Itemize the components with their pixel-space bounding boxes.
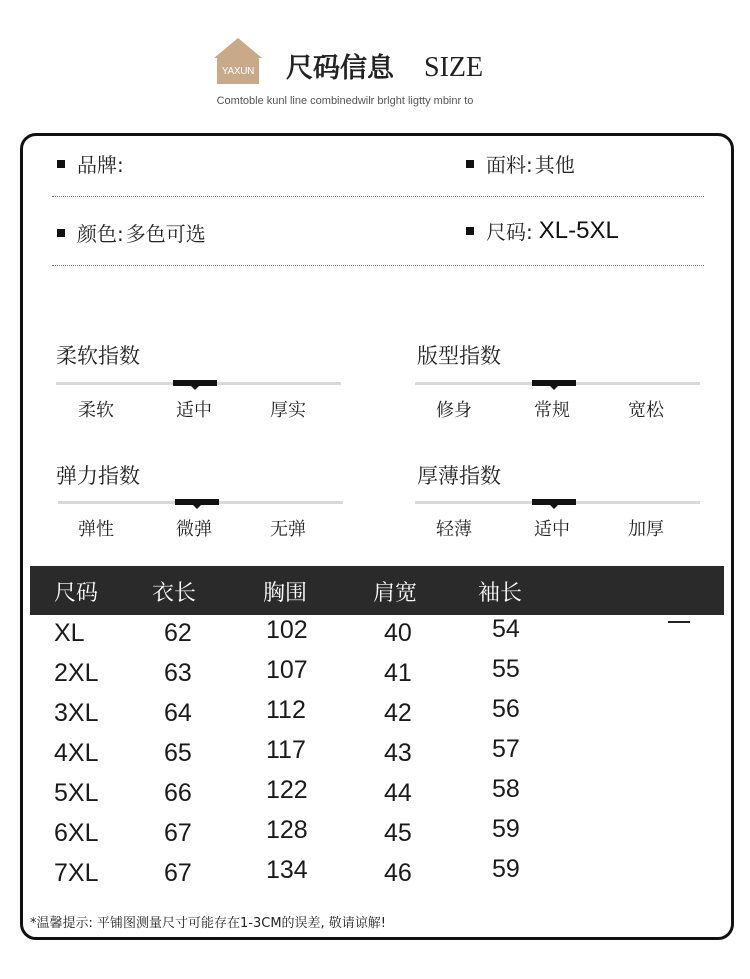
- table-cell: 45: [384, 819, 412, 847]
- elasticity-marker: [175, 499, 219, 505]
- softness-option: 厚实: [270, 400, 306, 421]
- square-bullet-icon: [466, 227, 474, 235]
- softness-index-title: 柔软指数: [56, 344, 140, 368]
- fabric-label: 面料:: [486, 153, 533, 177]
- table-cell: 55: [492, 655, 520, 683]
- elasticity-scale: [58, 501, 343, 504]
- elasticity-option-selected: 微弹: [176, 519, 212, 540]
- column-header-length: 衣长: [152, 581, 197, 606]
- thickness-marker: [532, 499, 576, 505]
- table-cell: 56: [492, 695, 520, 723]
- stray-mark: [668, 621, 690, 623]
- brand-label: 品牌:: [77, 153, 124, 177]
- table-cell: 65: [164, 739, 192, 767]
- table-cell: 6XL: [54, 819, 99, 847]
- softness-option: 柔软: [78, 400, 114, 421]
- size-table-header: [30, 566, 724, 615]
- page-title-en: SIZE: [424, 52, 484, 83]
- fit-option: 修身: [436, 400, 472, 421]
- size-row: [466, 216, 619, 245]
- size-label: 尺码:: [486, 220, 533, 244]
- table-cell: 44: [384, 779, 412, 807]
- logo-body-shape: [217, 58, 259, 84]
- fit-option: 宽松: [628, 400, 664, 421]
- page-subtitle: Comtoble kunl line combinedwilr brlght ligtty mbinr to: [216, 95, 474, 107]
- thickness-option-selected: 适中: [534, 519, 570, 540]
- square-bullet-icon: [466, 160, 474, 168]
- table-cell: 64: [164, 699, 192, 727]
- table-cell: 46: [384, 859, 412, 887]
- table-cell: 117: [266, 736, 306, 764]
- table-cell: 41: [384, 659, 412, 687]
- size-value: XL-5XL: [538, 216, 619, 244]
- column-header-shoulder: 肩宽: [373, 581, 418, 606]
- elasticity-option: 无弹: [270, 519, 306, 540]
- column-header-size: 尺码: [54, 581, 99, 606]
- table-cell: 43: [384, 739, 412, 767]
- table-cell: 4XL: [54, 739, 99, 767]
- softness-scale: [56, 382, 341, 385]
- fit-option-selected: 常规: [534, 400, 570, 421]
- table-cell: 59: [492, 855, 520, 883]
- column-header-chest: 胸围: [263, 581, 308, 606]
- thickness-option: 轻薄: [436, 519, 472, 540]
- page-title: 尺码信息: [286, 53, 394, 84]
- table-cell: 67: [164, 859, 192, 887]
- thickness-index-title: 厚薄指数: [417, 464, 501, 488]
- thickness-scale: [415, 501, 700, 504]
- color-row: [57, 218, 206, 247]
- table-cell: 57: [492, 735, 520, 763]
- divider: [52, 265, 704, 266]
- fabric-row: [466, 149, 575, 178]
- brand-logo: [214, 38, 262, 86]
- table-cell: 3XL: [54, 699, 99, 727]
- square-bullet-icon: [57, 160, 65, 168]
- fabric-value: 其他: [534, 153, 575, 177]
- table-cell: 112: [266, 696, 306, 724]
- square-bullet-icon: [57, 229, 65, 237]
- table-cell: 2XL: [54, 659, 99, 687]
- logo-roof-shape: [214, 38, 262, 58]
- table-cell: 54: [492, 615, 520, 643]
- table-cell: 7XL: [54, 859, 99, 887]
- elasticity-option: 弹性: [78, 519, 114, 540]
- table-cell: 58: [492, 775, 520, 803]
- fit-marker: [532, 380, 576, 386]
- column-header-sleeve: 袖长: [478, 581, 523, 606]
- table-cell: 5XL: [54, 779, 99, 807]
- measurement-note: *温馨提示: 平铺图测量尺寸可能存在1-3CM的误差, 敬请谅解!: [30, 916, 387, 931]
- table-cell: 42: [384, 699, 412, 727]
- color-value: 多色可选: [125, 222, 206, 246]
- fit-scale: [415, 382, 700, 385]
- elasticity-index-title: 弹力指数: [56, 464, 140, 488]
- table-cell: 66: [164, 779, 192, 807]
- table-cell: 62: [164, 619, 192, 647]
- table-cell: 59: [492, 815, 520, 843]
- table-cell: 102: [266, 616, 308, 644]
- table-cell: 40: [384, 619, 412, 647]
- color-label: 颜色:: [77, 222, 124, 246]
- table-cell: 122: [266, 776, 308, 804]
- table-cell: 63: [164, 659, 192, 687]
- thickness-option: 加厚: [628, 519, 664, 540]
- fit-index-title: 版型指数: [417, 344, 501, 368]
- content-frame: [20, 133, 734, 940]
- softness-option-selected: 适中: [176, 400, 212, 421]
- brand-row: [57, 149, 126, 178]
- divider: [52, 196, 704, 197]
- logo-text: YAXUN: [221, 65, 255, 77]
- table-cell: 134: [266, 856, 308, 884]
- table-cell: 107: [266, 656, 308, 684]
- table-cell: 67: [164, 819, 192, 847]
- table-cell: 128: [266, 816, 308, 844]
- table-cell: XL: [54, 619, 85, 647]
- softness-marker: [173, 380, 217, 386]
